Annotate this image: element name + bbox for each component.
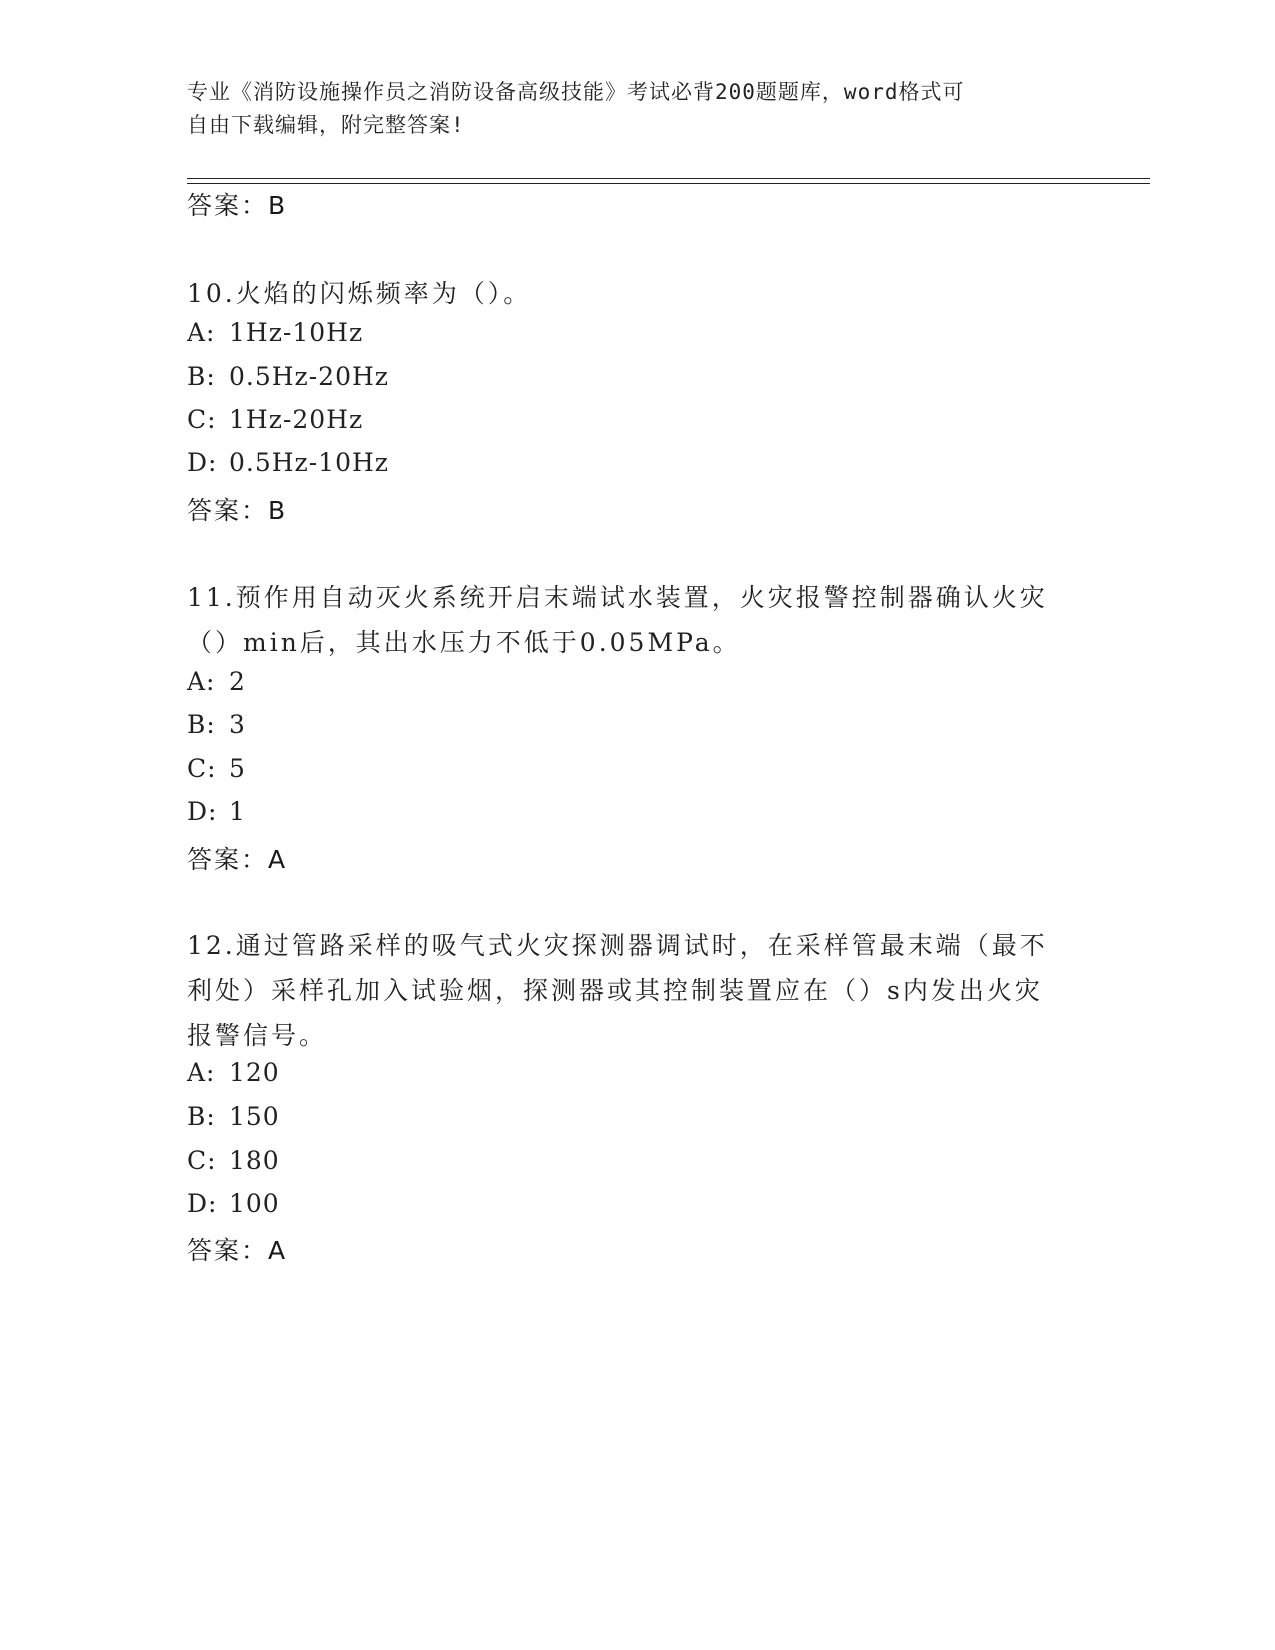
option-text: 2 xyxy=(229,667,246,696)
option-a xyxy=(187,667,246,696)
answer: 答案：A xyxy=(187,845,288,874)
question-line: 利处）采样孔加入试验烟，探测器或其控制装置应在（）s内发出火灾 xyxy=(187,976,1043,1005)
option-b xyxy=(187,362,389,391)
question-line: （）min后，其出水压力不低于0.05MPa。 xyxy=(187,628,741,657)
option-key: D: xyxy=(187,1189,218,1218)
option-text: 1 xyxy=(229,797,246,826)
option-text: 5 xyxy=(229,754,246,783)
question-line: 报警信号。 xyxy=(187,1021,328,1050)
question-text xyxy=(187,271,1087,316)
option-key: A: xyxy=(187,1058,216,1087)
option-a xyxy=(187,1058,280,1087)
option-text: 180 xyxy=(229,1146,280,1175)
option-key: B: xyxy=(187,362,216,391)
question-line: 12.通过管路采样的吸气式火灾探测器调试时，在采样管最末端（最不 xyxy=(187,931,1048,960)
option-d xyxy=(187,797,246,826)
option-key: B: xyxy=(187,1102,216,1131)
option-key: D: xyxy=(187,797,218,826)
option-key: C: xyxy=(187,1146,217,1175)
option-key: D: xyxy=(187,448,218,477)
option-d xyxy=(187,1189,280,1218)
answer: 答案：B xyxy=(187,496,288,525)
option-text: 0.5Hz-10Hz xyxy=(229,448,389,477)
option-text: 1Hz-20Hz xyxy=(229,405,364,434)
option-key: B: xyxy=(187,710,216,739)
question-text xyxy=(187,575,1087,665)
option-c xyxy=(187,405,363,434)
option-text: 1Hz-10Hz xyxy=(229,318,364,347)
question-line: 11.预作用自动灭火系统开启末端试水装置，火灾报警控制器确认火灾 xyxy=(187,583,1048,612)
option-text: 0.5Hz-20Hz xyxy=(229,362,389,391)
option-b xyxy=(187,1102,280,1131)
option-c xyxy=(187,1146,280,1175)
previous-answer: 答案：B xyxy=(187,191,288,220)
header-divider-bottom xyxy=(187,183,1150,184)
option-text: 100 xyxy=(229,1189,280,1218)
option-key: A: xyxy=(187,318,216,347)
option-a xyxy=(187,318,363,347)
header-line-2: 自由下载编辑，附完整答案! xyxy=(187,113,465,137)
option-text: 120 xyxy=(229,1058,280,1087)
option-text: 150 xyxy=(229,1102,280,1131)
question-line: 10.火焰的闪烁频率为（）。 xyxy=(187,279,532,308)
option-c xyxy=(187,754,246,783)
option-b xyxy=(187,710,246,739)
option-d xyxy=(187,448,389,477)
header-divider-top xyxy=(187,178,1150,179)
document-header xyxy=(187,76,1067,142)
question-text xyxy=(187,923,1087,1058)
answer: 答案：A xyxy=(187,1236,288,1265)
option-key: C: xyxy=(187,405,217,434)
option-text: 3 xyxy=(229,710,246,739)
option-key: A: xyxy=(187,667,216,696)
header-line-1: 专业《消防设施操作员之消防设备高级技能》考试必背200题题库，word格式可 xyxy=(187,80,965,104)
option-key: C: xyxy=(187,754,217,783)
